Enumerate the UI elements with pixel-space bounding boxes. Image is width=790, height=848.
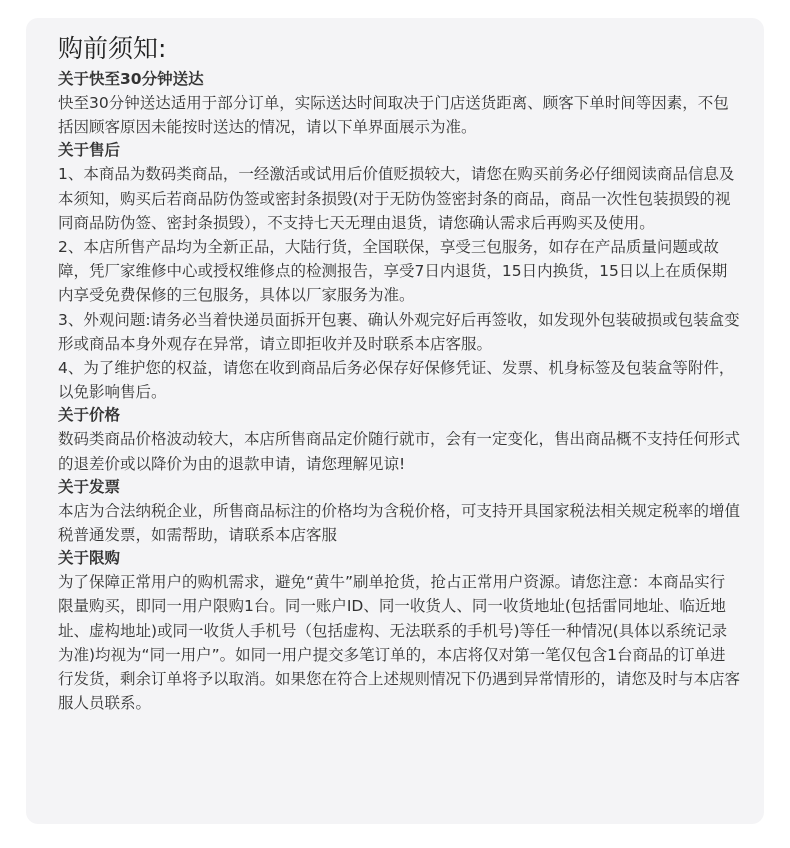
section-heading: 关于售后 xyxy=(58,141,121,160)
section-delivery xyxy=(58,68,740,139)
section-heading: 关于价格 xyxy=(58,406,121,425)
section-after-sales xyxy=(58,139,740,404)
section-heading: 关于限购 xyxy=(58,549,121,568)
section-paragraph: 2、本店所售产品均为全新正品，大陆行货，全国联保，享受三包服务，如存在产品质量问题或故障，凭厂家维修中心或授权维修点的检测报告，享受7日内退货，15日内换货，15日以上在质保期内享受免费保修的三包服务，具体以厂家服务为准。 xyxy=(58,238,728,305)
section-paragraph: 快至30分钟送达适用于部分订单，实际送达时间取决于门店送货距离、顾客下单时间等因素，不包括因顾客原因未能按时送达的情况，请以下单界面展示为准。 xyxy=(58,94,729,137)
section-price xyxy=(58,404,740,475)
section-paragraph: 数码类商品价格波动较大，本店所售商品定价随行就市，会有一定变化，售出商品概不支持任何形式的退差价或以降价为由的退款申请，请您理解见谅! xyxy=(58,430,741,473)
page-title: 购前须知: xyxy=(58,34,167,63)
section-paragraph: 为了保障正常用户的购机需求，避免“黄牛”刷单抢货，抢占正常用户资源。请您注意：本商品实行限量购买，即同一用户限购1台。同一账户ID、同一收货人、同一收货地址(包括雷同地址、临近地址、虚构地址)或同一收货人手机号（包括虚构、无法联系的手机号)等任一种情况(具体以系统记录为准)均视为“同一用户”。如同一用户提交多笔订单的，本店将仅对第一笔仅包含1台商品的订单进行发货，剩余订单将予以取消。如果您在符合上述规则情况下仍遇到异常情形的，请您及时与本店客服人员联系。 xyxy=(58,573,741,713)
section-paragraph: 1、本商品为数码类商品，一经激活或试用后价值贬损较大，请您在购买前务必仔细阅读商品信息及本须知，购买后若商品防伪签或密封条损毁(对于无防伪签密封条的商品，商品一次性包装损毁的视同商品防伪签、密封条损毁），不支持七天无理由退货，请您确认需求后再购买及使用。 xyxy=(58,165,735,232)
notice-card xyxy=(26,18,764,824)
section-heading: 关于快至30分钟送达 xyxy=(58,70,204,88)
section-invoice xyxy=(58,476,740,547)
section-purchase-limit xyxy=(58,547,740,715)
section-paragraph: 4、为了维护您的权益，请您在收到商品后务必保存好保修凭证、发票、机身标签及包装盒等附件，以免影响售后。 xyxy=(58,359,735,402)
section-heading: 关于发票 xyxy=(58,477,121,496)
section-paragraph: 本店为合法纳税企业，所售商品标注的价格均为含税价格，可支持开具国家税法相关规定税率的增值税普通发票，如需帮助，请联系本店客服 xyxy=(58,501,741,545)
section-paragraph: 3、外观问题:请务必当着快递员面拆开包裹、确认外观完好后再签收，如发现外包装破损或包装盒变形或商品本身外观存在异常，请立即拒收并及时联系本店客服。 xyxy=(58,310,740,353)
